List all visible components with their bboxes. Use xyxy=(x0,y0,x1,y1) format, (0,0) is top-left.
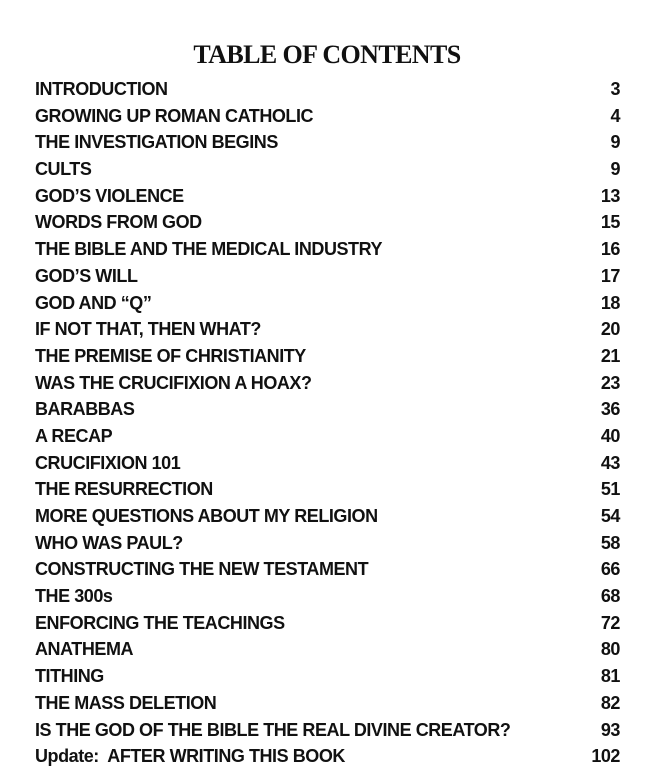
toc-entry-title: GOD’S WILL xyxy=(35,265,138,286)
toc-entry xyxy=(35,663,620,690)
toc-entry xyxy=(35,290,620,317)
toc-entry-title: WHO WAS PAUL? xyxy=(35,532,183,553)
toc-entry-title: THE INVESTIGATION BEGINS xyxy=(35,132,278,153)
toc-entry-page: 82 xyxy=(600,692,620,713)
toc-entry-page: 9 xyxy=(610,159,620,180)
toc-entry-title: WAS THE CRUCIFIXION A HOAX? xyxy=(35,372,312,393)
toc-entry xyxy=(35,476,620,503)
toc-entry-page: 102 xyxy=(591,746,620,767)
toc-entry-title: BARABBAS xyxy=(35,399,135,420)
toc-entry xyxy=(35,396,620,423)
toc-entry xyxy=(35,76,620,103)
toc-entry xyxy=(35,370,620,397)
toc-entry-title: GOD’S VIOLENCE xyxy=(35,185,184,206)
toc-entry xyxy=(35,610,620,637)
toc-entry xyxy=(35,316,620,343)
toc-entry-page: 3 xyxy=(610,79,620,99)
toc-entry-page: 68 xyxy=(600,586,620,607)
toc-entry-page: 13 xyxy=(600,185,620,206)
toc-entry-title: Update: AFTER WRITING THIS BOOK xyxy=(35,746,345,767)
toc-entry-page: 9 xyxy=(610,132,620,153)
toc-entry-title: CULTS xyxy=(35,159,92,180)
toc-entry-title: THE BIBLE AND THE MEDICAL INDUSTRY xyxy=(35,239,383,260)
toc-entry-page: 80 xyxy=(600,639,620,660)
toc-entry-page: 58 xyxy=(600,532,620,553)
toc-entry-title: INTRODUCTION xyxy=(35,79,168,99)
toc-entry xyxy=(35,263,620,290)
toc-entry-title: ENFORCING THE TEACHINGS xyxy=(35,612,285,633)
toc-entry xyxy=(35,343,620,370)
toc-entry-page: 54 xyxy=(600,506,620,526)
toc-entry xyxy=(35,743,620,770)
toc-entry-title: GOD AND “Q” xyxy=(35,292,152,313)
toc-entry xyxy=(35,690,620,717)
toc-entry-page: 81 xyxy=(600,666,620,687)
toc-entry-page: 36 xyxy=(600,399,620,420)
toc-entry-page: 93 xyxy=(600,719,620,740)
toc-entry xyxy=(35,183,620,210)
toc-entry-title: CRUCIFIXION 101 xyxy=(35,452,181,473)
toc-entry-title: A RECAP xyxy=(35,425,113,446)
toc-entry-page: 16 xyxy=(600,239,620,260)
toc-entry-page: 72 xyxy=(600,612,620,633)
toc-entry xyxy=(35,209,620,236)
toc-entry xyxy=(35,717,620,744)
toc-entry-page: 23 xyxy=(600,372,620,393)
toc-entry xyxy=(35,103,620,130)
toc-entry-title: THE PREMISE OF CHRISTIANITY xyxy=(35,345,306,366)
toc-entry-page: 51 xyxy=(600,479,620,500)
toc-entry xyxy=(35,423,620,450)
toc-entry-title: WORDS FROM GOD xyxy=(35,212,202,233)
toc-entry xyxy=(35,236,620,263)
toc-entry-title: IF NOT THAT, THEN WHAT? xyxy=(35,319,261,340)
page-title: TABLE OF CONTENTS xyxy=(193,40,461,69)
toc-entry-title: MORE QUESTIONS ABOUT MY RELIGION xyxy=(35,506,378,526)
toc-entry-page: 15 xyxy=(600,212,620,233)
toc-entry xyxy=(35,156,620,183)
toc-entry-page: 43 xyxy=(600,452,620,473)
table-of-contents xyxy=(35,76,620,770)
toc-entry xyxy=(35,556,620,583)
toc-entry xyxy=(35,450,620,477)
toc-entry-title: THE 300s xyxy=(35,586,113,607)
toc-entry-page: 66 xyxy=(600,559,620,580)
toc-entry-title: GROWING UP ROMAN CATHOLIC xyxy=(35,105,314,126)
toc-entry-title: TITHING xyxy=(35,666,104,687)
toc-entry xyxy=(35,636,620,663)
toc-entry xyxy=(35,583,620,610)
toc-entry-page: 4 xyxy=(610,105,620,126)
toc-entry xyxy=(35,503,620,530)
toc-entry-title: ANATHEMA xyxy=(35,639,134,660)
toc-entry-title: THE RESURRECTION xyxy=(35,479,213,500)
toc-entry xyxy=(35,129,620,156)
toc-entry-title: THE MASS DELETION xyxy=(35,692,217,713)
toc-entry-title: CONSTRUCTING THE NEW TESTAMENT xyxy=(35,559,369,580)
toc-entry-page: 20 xyxy=(600,319,620,340)
toc-entry-page: 17 xyxy=(600,265,620,286)
toc-entry xyxy=(35,530,620,557)
toc-entry-page: 40 xyxy=(600,425,620,446)
toc-entry-page: 18 xyxy=(600,292,620,313)
toc-entry-title: IS THE GOD OF THE BIBLE THE REAL DIVINE CREATOR? xyxy=(35,719,511,740)
toc-entry-page: 21 xyxy=(600,345,620,366)
